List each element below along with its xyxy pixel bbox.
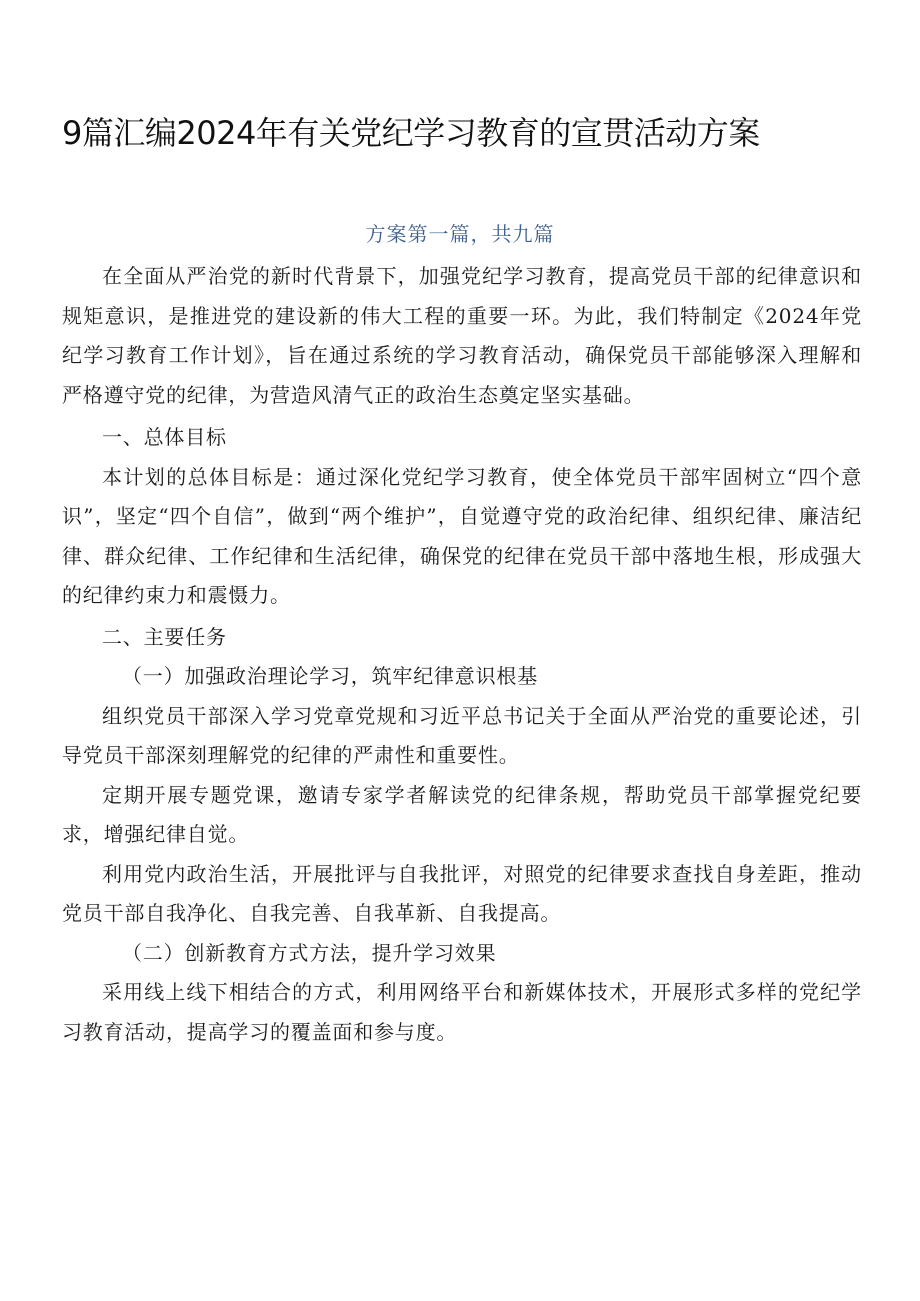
overall-goal-paragraph: 本计划的总体目标是：通过深化党纪学习教育，使全体党员干部牢固树立“四个意识”，坚定“四个自信”，做到“两个维护”，自觉遵守党的政治纪律、组织纪律、廉洁纪律、群众纪律、工作纪律和生活纪律，确保党的纪律在党员干部中落地生根，形成强大的纪律约束力和震慑力。 [62,464,862,607]
theory-study-paragraph-3: 利用党内政治生活，开展批评与自我批评，对照党的纪律要求查找自身差距，推动党员干部自我净化、自我完善、自我革新、自我提高。 [62,861,862,925]
document-title: 9篇汇编2024年有关党纪学习教育的宣贯活动方案 [62,114,760,152]
document-body [62,257,862,1052]
section-heading-overall-goal: 一、总体目标 [102,425,227,449]
section-heading-main-tasks: 二、主要任务 [102,624,227,649]
intro-paragraph: 在全面从严治党的新时代背景下，加强党纪学习教育，提高党员干部的纪律意识和规矩意识，是推进党的建设新的伟大工程的重要一环。为此，我们特制定《2024年党纪学习教育工作计划》，旨在通过系统的学习教育活动，确保党员干部能够深入理解和严格遵守党的纪律，为营造风清气正的政治生态奠定坚实基础。 [62,264,862,407]
subsection-heading-theory-study: （一）加强政治理论学习，筑牢纪律意识根基 [122,664,538,688]
theory-study-paragraph-2: 定期开展专题党课，邀请专家学者解读党的纪律条规，帮助党员干部掌握党纪要求，增强纪律自觉。 [62,782,862,846]
education-methods-paragraph-1: 采用线上线下相结合的方式，利用网络平台和新媒体技术，开展形式多样的党纪学习教育活动，提高学习的覆盖面和参与度。 [62,980,862,1044]
subsection-heading-education-methods: （二）创新教育方式方法，提升学习效果 [122,940,497,965]
theory-study-paragraph-1: 组织党员干部深入学习党章党规和习近平总书记关于全面从严治党的重要论述，引导党员干部深刻理解党的纪律的严肃性和重要性。 [62,703,862,767]
document-subtitle: 方案第一篇，共九篇 [365,222,555,246]
